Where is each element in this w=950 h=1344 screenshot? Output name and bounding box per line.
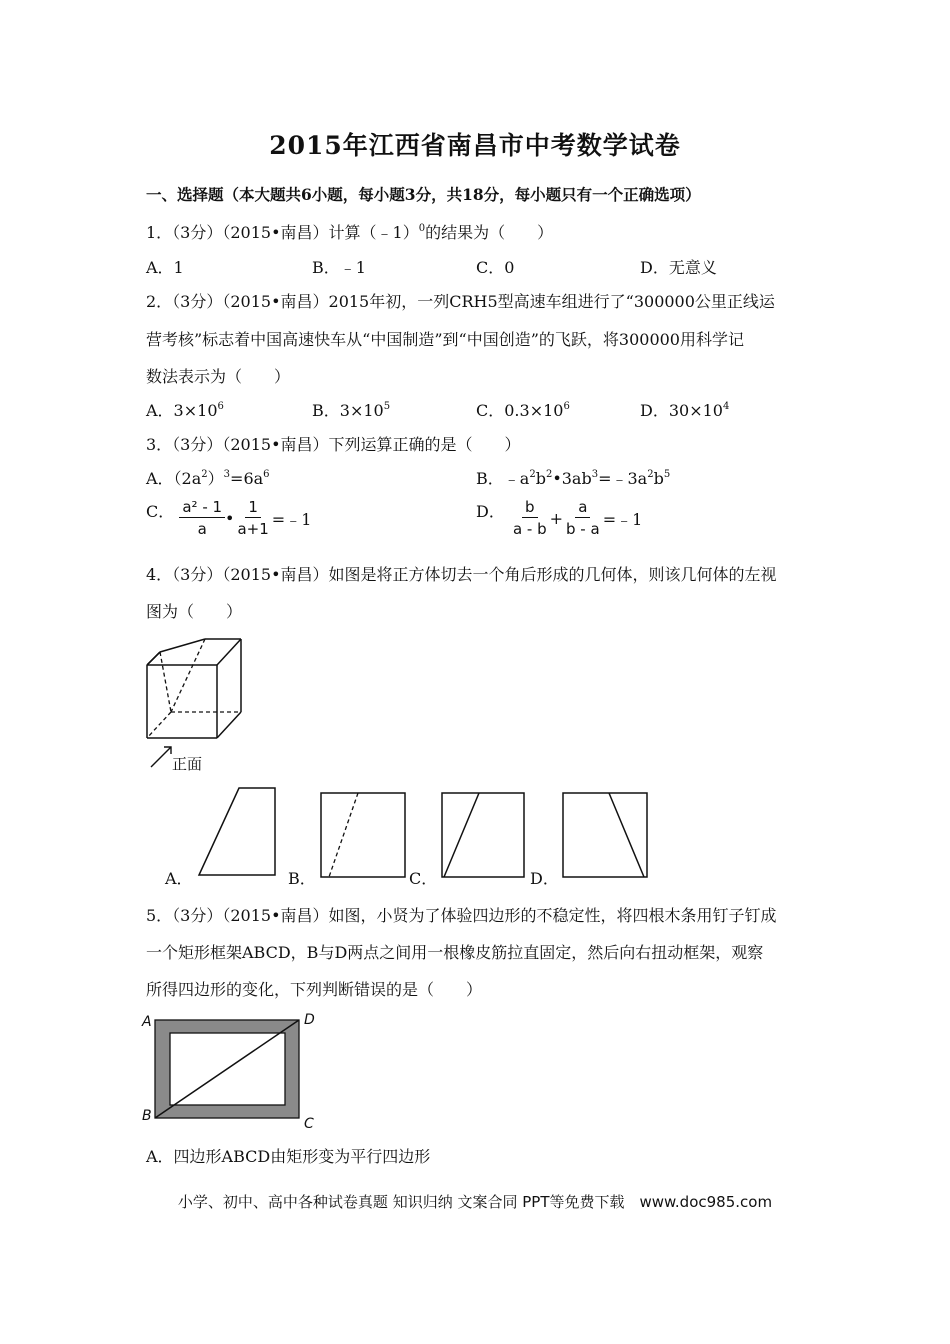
- q5-option-a: A．四边形ABCD由矩形变为平行四边形: [146, 1147, 431, 1166]
- question-2-line-3: 数法表示为（ ）: [146, 367, 291, 386]
- q4-option-a-label: A．: [165, 869, 193, 888]
- q1-option-b: B．﹣1: [312, 258, 366, 277]
- q1-option-c: C．0: [476, 258, 515, 277]
- cube-cut-figure: [140, 630, 260, 775]
- q3-option-d: D． $\frac{b}{a - b}$ + $\frac{a}{b - a}$ =﹣1: [476, 498, 643, 538]
- footer-text: 小学、初中、高中各种试卷真题 知识归纳 文案合同 PPT等免费下载 www.doc985.com: [177, 1193, 773, 1211]
- question-5-line-1: 5．（3分）（2015•南昌）如图，小贤为了体验四边形的不稳定性，将四根木条用钉子钉成: [146, 906, 777, 925]
- q1-option-a: A．1: [146, 258, 184, 277]
- q3-option-b: B．$﹣a^2b^2•3ab^3=﹣3a^2b^5$: [476, 469, 671, 488]
- question-4-line-2: 图为（ ）: [146, 602, 243, 621]
- q4-option-b-label: B．: [288, 869, 316, 888]
- question-2-line-1: 2．（3分）（2015•南昌）2015年初，一列CRH5型高速车组进行了“300000公里正线运: [146, 292, 775, 311]
- q3-d-fraction-1: $\frac{b}{a - b}$: [512, 498, 547, 538]
- q3-c-fraction-1: $\frac{\text{a² - 1}}{a}$: [179, 497, 225, 540]
- question-1-stem: 1．（3分）（2015•南昌）计算（﹣1）$^0$的结果为（ ）: [146, 223, 554, 242]
- q1-option-d: D．无意义: [640, 258, 717, 277]
- section-heading: 一、选择题（本大题共6小题，每小题3分，共18分，每小题只有一个正确选项）: [146, 185, 701, 204]
- q4-option-b-figure: [318, 790, 408, 880]
- rectangle-frame-figure: [138, 1008, 323, 1133]
- q3-c-fraction-2: $\frac{1}{a+1}$: [237, 498, 269, 538]
- vertex-b-label: B: [142, 1108, 152, 1124]
- q4-option-c-figure: [439, 790, 527, 880]
- q2-option-b: B．$3\times 10^5$: [312, 401, 391, 420]
- q3-option-a: A．$(2a^2)^3=6a^6$: [146, 469, 270, 488]
- vertex-c-label: C: [304, 1116, 314, 1132]
- q4-option-c-label: C．: [409, 869, 438, 888]
- front-label: 正面: [172, 755, 203, 773]
- q2-option-d: D．$30\times 10^4$: [640, 401, 730, 420]
- question-4-line-1: 4．（3分）（2015•南昌）如图是将正方体切去一个角后形成的几何体，则该几何体的左视: [146, 565, 777, 584]
- q3-d-fraction-2: $\frac{a}{b - a}$: [566, 498, 600, 538]
- page-title: 2015年江西省南昌市中考数学试卷: [269, 131, 681, 160]
- question-3-stem: 3．（3分）（2015•南昌）下列运算正确的是（ ）: [146, 435, 521, 454]
- q4-option-a-figure: [195, 785, 283, 880]
- question-2-line-2: 营考核”标志着中国高速快车从“中国制造”到“中国创造”的飞跃，将300000用科学记: [146, 330, 744, 349]
- vertex-a-label: A: [142, 1014, 152, 1030]
- q2-option-a: A．$3\times 10^6$: [146, 401, 224, 420]
- q2-option-c: C．$0.3\times 10^6$: [476, 401, 570, 420]
- q4-option-d-figure: [560, 790, 650, 880]
- question-5-line-3: 所得四边形的变化，下列判断错误的是（ ）: [146, 980, 483, 999]
- q4-option-d-label: D．: [530, 869, 559, 888]
- vertex-d-label: D: [304, 1012, 315, 1028]
- q3-option-c: C． $\frac{\text{a² - 1}}{a}$ • $\frac{1}{a+1}$ =﹣1: [146, 498, 312, 538]
- question-5-line-2: 一个矩形框架ABCD，B与D两点之间用一根橡皮筋拉直固定，然后向右扭动框架，观察: [146, 943, 764, 962]
